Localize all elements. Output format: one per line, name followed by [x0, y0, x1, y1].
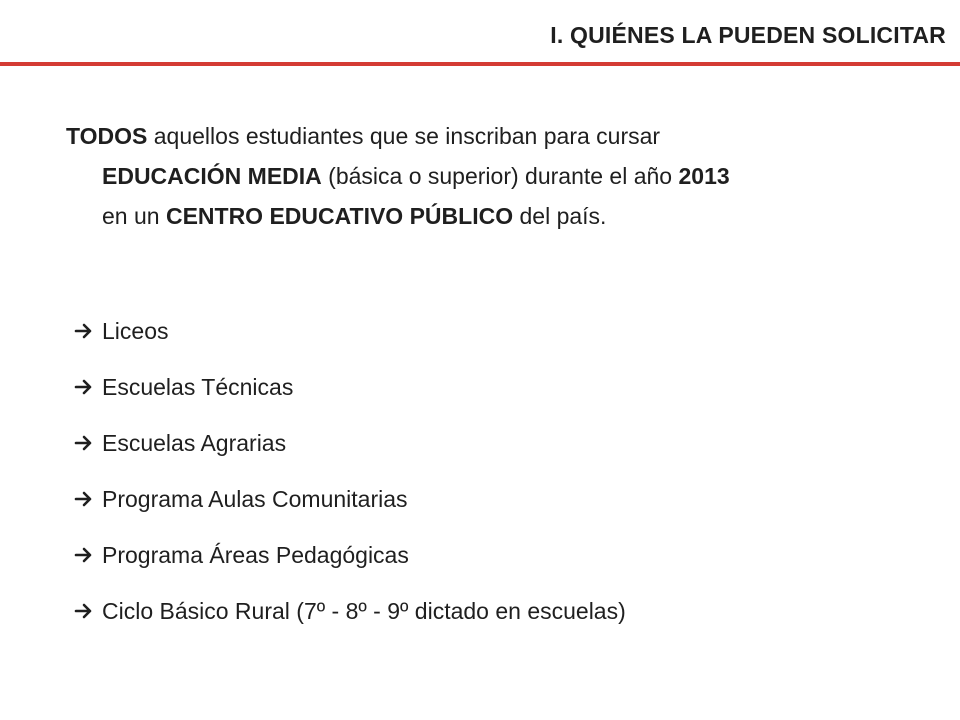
right-arrow-icon: [74, 378, 94, 396]
intro-text-4: del país.: [513, 203, 607, 229]
slide-title: I. QUIÉNES LA PUEDEN SOLICITAR: [550, 22, 946, 48]
intro-line-1: [66, 116, 896, 156]
right-arrow-icon: [74, 322, 94, 340]
educacion-media-emphasis: EDUCACIÓN MEDIA: [102, 163, 322, 189]
institution-list: [74, 310, 934, 646]
right-arrow-icon: [74, 434, 94, 452]
intro-paragraph: [66, 116, 896, 236]
list-item-label: Escuelas Técnicas: [102, 373, 294, 400]
intro-line-3: [66, 196, 896, 236]
list-item-label: Programa Aulas Comunitarias: [102, 485, 408, 512]
list-item-liceos: [74, 310, 934, 352]
list-item-aulas-comunitarias: [74, 478, 934, 520]
intro-text-1: aquellos estudiantes que se inscriban para cursar: [147, 123, 661, 149]
list-item-label: Liceos: [102, 317, 169, 344]
intro-line-2: [66, 156, 896, 196]
list-item-ciclo-basico-rural: [74, 590, 934, 632]
list-item-escuelas-agrarias: [74, 422, 934, 464]
intro-text-3: en un: [102, 203, 166, 229]
year-emphasis: 2013: [678, 163, 730, 189]
todos-emphasis: TODOS: [66, 123, 148, 149]
right-arrow-icon: [74, 490, 94, 508]
intro-text-2: (básica o superior) durante el año: [321, 163, 679, 189]
list-item-label: Escuelas Agrarias: [102, 429, 287, 456]
list-item-areas-pedagogicas: [74, 534, 934, 576]
list-item-label: Ciclo Básico Rural (7º - 8º - 9º dictado en escuelas): [102, 597, 626, 624]
right-arrow-icon: [74, 546, 94, 564]
title-underline: [0, 62, 960, 66]
list-item-escuelas-tecnicas: [74, 366, 934, 408]
list-item-label: Programa Áreas Pedagógicas: [102, 541, 409, 568]
right-arrow-icon: [74, 602, 94, 620]
centro-emphasis: CENTRO EDUCATIVO PÚBLICO: [165, 203, 514, 229]
